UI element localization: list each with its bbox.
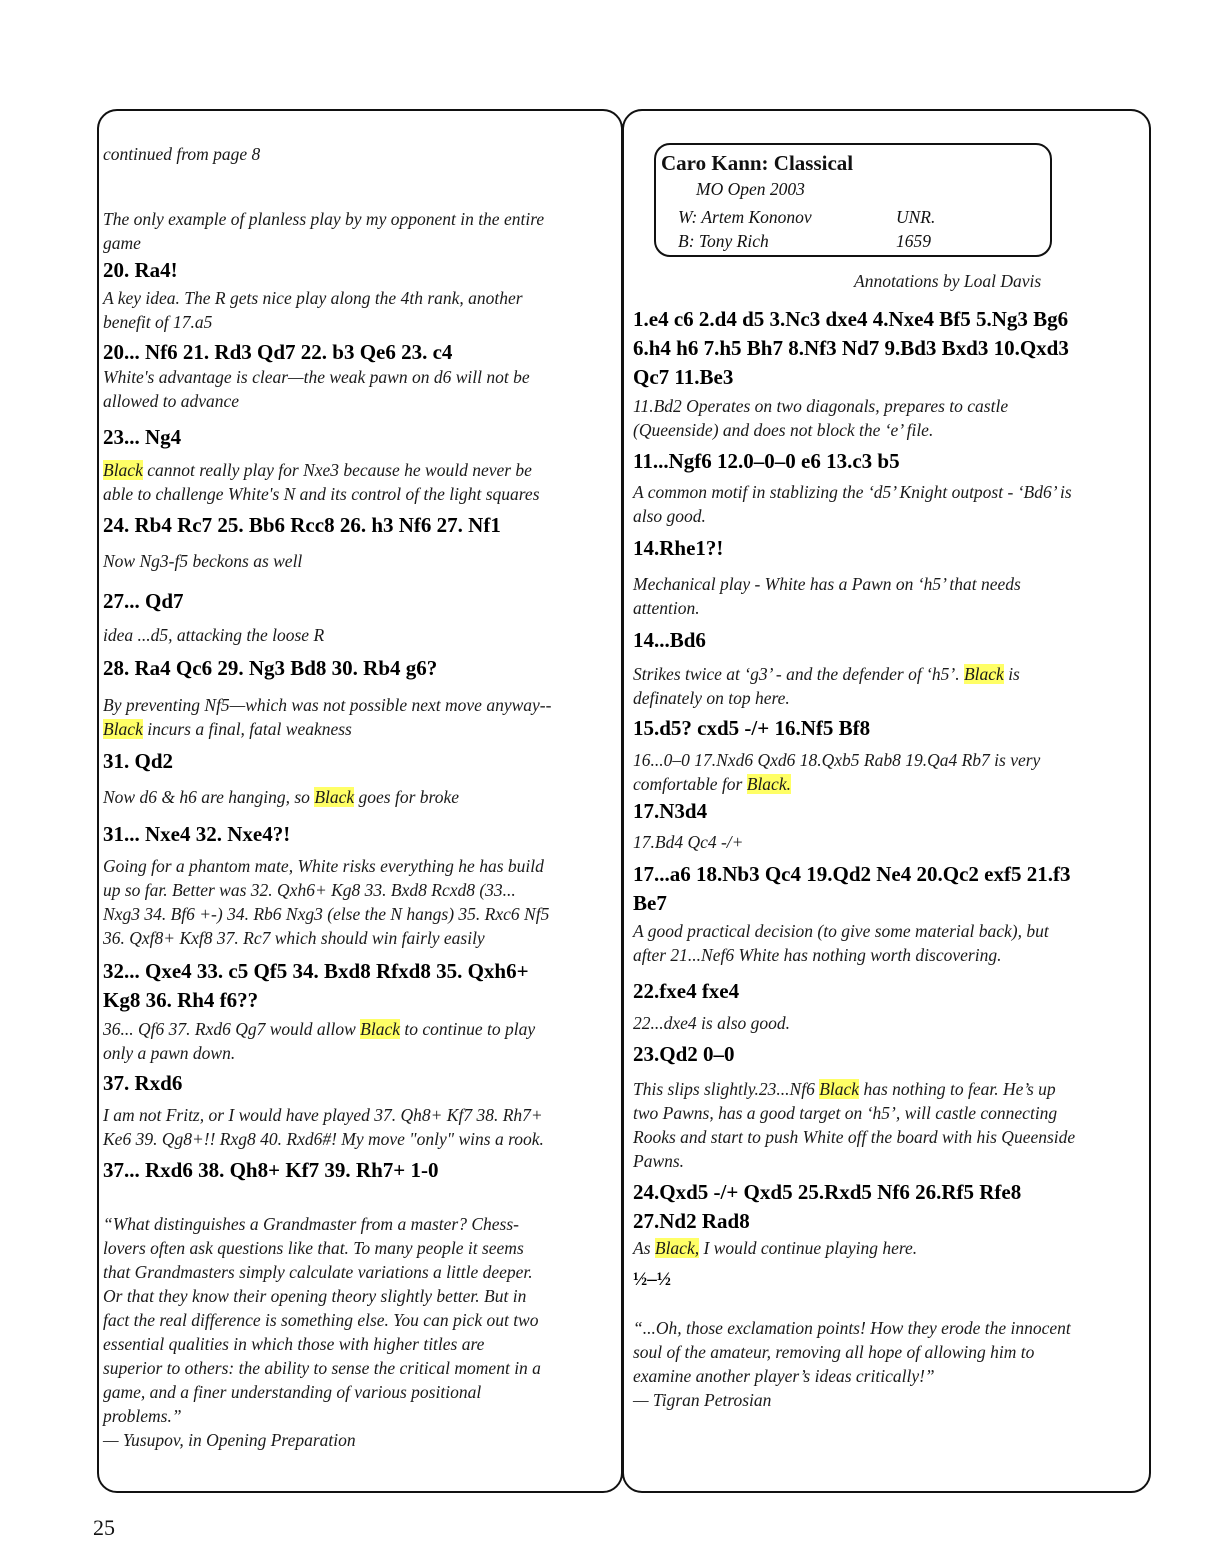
highlight-black: Black: [360, 1019, 400, 1039]
annotation-text: A key idea. The R gets nice play along the 4th rank, another: [103, 288, 523, 308]
highlight-black: Black,: [654, 1238, 700, 1258]
highlight-black: Black: [819, 1079, 860, 1099]
annotation-text: also good.: [633, 506, 706, 526]
annotation-text: definately on top here.: [633, 688, 790, 708]
quote-text: that Grandmasters simply calculate variations a little deeper.: [103, 1262, 533, 1282]
move-line: 37... Rxd6 38. Qh8+ Kf7 39. Rh7+ 1-0: [103, 1158, 439, 1182]
quote-text: game, and a finer understanding of various positional: [103, 1382, 482, 1402]
quote-text: soul of the amateur, removing all hope of allowing him to: [633, 1342, 1035, 1362]
highlight-black: Black: [314, 787, 355, 807]
highlight-black: Black: [103, 460, 143, 480]
annotation-text: 36... Qf6 37. Rxd6 Qg7 would allow Black to continue to play: [103, 1019, 536, 1039]
annotation-text: Going for a phantom mate, White risks everything he has build: [103, 856, 544, 876]
move-line: 17.N3d4: [633, 799, 708, 823]
move-line: Be7: [633, 891, 667, 915]
annotation-text: White's advantage is clear—the weak pawn on d6 will not be: [103, 367, 530, 387]
quote-text: essential qualities in which those with higher titles are: [103, 1334, 485, 1354]
move-line: 24.Qxd5 -/+ Qxd5 25.Rxd5 Nf6 26.Rf5 Rfe8: [633, 1180, 1022, 1204]
quote-text: “...Oh, those exclamation points! How they erode the innocent: [633, 1318, 1071, 1338]
move-line: Qc7 11.Be3: [633, 365, 734, 389]
continued-note: continued from page 8: [103, 144, 261, 164]
move-line: 20. Ra4!: [103, 258, 178, 282]
annotation-text: 17.Bd4 Qc4 -/+: [633, 832, 744, 852]
left-column: [97, 109, 623, 1493]
page-number: 25: [93, 1515, 115, 1540]
move-line: 24. Rb4 Rc7 25. Bb6 Rcc8 26. h3 Nf6 27. Nf1: [103, 513, 501, 537]
annotation-text: able to challenge White's N and its control of the light squares: [103, 484, 540, 504]
opening-title: Caro Kann: Classical: [661, 151, 854, 175]
quote-attribution: — Tigran Petrosian: [633, 1390, 772, 1410]
move-line: 27... Qd7: [103, 589, 184, 613]
quote-text: “What distinguishes a Grandmaster from a master? Chess-: [103, 1214, 519, 1234]
annotation-text: Now Ng3-f5 beckons as well: [103, 551, 303, 571]
annotation-text: By preventing Nf5—which was not possible next move anyway--: [103, 695, 552, 715]
move-line: 23.Qd2 0–0: [633, 1042, 735, 1066]
white-player: W: Artem Kononov: [678, 207, 812, 227]
move-line: 14...Bd6: [633, 628, 706, 652]
move-line: 31... Nxe4 32. Nxe4?!: [103, 822, 291, 846]
annotation-text: allowed to advance: [103, 391, 240, 411]
annotation-text: The only example of planless play by my opponent in the entire: [103, 209, 545, 229]
move-line: 15.d5? cxd5 -/+ 16.Nf5 Bf8: [633, 716, 871, 740]
annotation-text: This slips slightly.23...Nf6 Black has nothing to fear. He’s up: [633, 1079, 1056, 1099]
annotation-text: A good practical decision (to give some material back), but: [633, 921, 1049, 941]
annotation-text: (Queenside) and does not block the ‘e’ file.: [633, 420, 934, 440]
annotation-text: Rooks and start to push White off the board with his Queenside: [633, 1127, 1076, 1147]
move-line: 23... Ng4: [103, 425, 182, 449]
black-player: B: Tony Rich: [678, 231, 769, 251]
move-line: 6.h4 h6 7.h5 Bh7 8.Nf3 Nd7 9.Bd3 Bxd3 10.Qxd3: [633, 336, 1069, 360]
move-line: 14.Rhe1?!: [633, 536, 724, 560]
annotation-text: A common motif in stablizing the ‘d5’ Knight outpost - ‘Bd6’ is: [633, 482, 1072, 502]
highlight-black: Black.: [746, 774, 791, 794]
black-rating: 1659: [896, 231, 931, 251]
quote-text: fact the real difference is something else. You can pick out two: [103, 1310, 539, 1330]
annotation-text: I am not Fritz, or I would have played 37. Qh8+ Kf7 38. Rh7+: [103, 1105, 543, 1125]
annotation-text: game: [103, 233, 141, 253]
annotation-text: Ke6 39. Qg8+!! Rxg8 40. Rxd6#! My move "only" wins a rook.: [103, 1129, 544, 1149]
move-line: 32... Qxe4 33. c5 Qf5 34. Bxd8 Rfxd8 35. Qxh6+: [103, 959, 529, 983]
annotation-text: two Pawns, has a good target on ‘h5’, will castle connecting: [633, 1103, 1058, 1123]
quote-text: Or that they know their opening theory slightly better. But in: [103, 1286, 527, 1306]
annotation-text: Pawns.: [633, 1151, 685, 1171]
move-line: 20... Nf6 21. Rd3 Qd7 22. b3 Qe6 23. c4: [103, 340, 453, 364]
game-info-box: [654, 143, 1052, 257]
annotations-credit: Annotations by Loal Davis: [854, 271, 1042, 291]
move-line: 11...Ngf6 12.0–0–0 e6 13.c3 b5: [633, 449, 900, 473]
annotation-text: 16...0–0 17.Nxd6 Qxd6 18.Qxb5 Rab8 19.Qa4 Rb7 is very: [633, 750, 1041, 770]
annotation-text: Black incurs a final, fatal weakness: [103, 719, 352, 739]
game-result: ½–½: [633, 1269, 671, 1290]
move-line: 28. Ra4 Qc6 29. Ng3 Bd8 30. Rb4 g6?: [103, 656, 438, 680]
move-line: 22.fxe4 fxe4: [633, 979, 740, 1003]
annotation-text: Now d6 & h6 are hanging, so Black goes for broke: [103, 787, 459, 807]
annotation-text: Strikes twice at ‘g3’ - and the defender of ‘h5’. Black is: [633, 664, 1020, 684]
annotation-text: 11.Bd2 Operates on two diagonals, prepares to castle: [633, 396, 1009, 416]
annotation-text: comfortable for Black.: [633, 774, 791, 794]
annotation-text: As Black, I would continue playing here.: [633, 1238, 918, 1258]
move-line: 27.Nd2 Rad8: [633, 1209, 750, 1233]
annotation-text: after 21...Nef6 White has nothing worth discovering.: [633, 945, 1002, 965]
annotation-text: idea ...d5, attacking the loose R: [103, 625, 325, 645]
annotation-text: Black cannot really play for Nxe3 because he would never be: [103, 460, 532, 480]
annotation-text: 22...dxe4 is also good.: [633, 1013, 791, 1033]
annotation-text: only a pawn down.: [103, 1043, 236, 1063]
move-line: 31. Qd2: [103, 749, 174, 773]
white-rating: UNR.: [896, 207, 936, 227]
quote-text: problems.”: [103, 1406, 182, 1426]
event-name: MO Open 2003: [696, 179, 805, 199]
move-line: 17...a6 18.Nb3 Qc4 19.Qd2 Ne4 20.Qc2 exf5 21.f3: [633, 862, 1071, 886]
annotation-text: attention.: [633, 598, 700, 618]
highlight-black: Black: [963, 664, 1004, 684]
annotation-text: benefit of 17.a5: [103, 312, 213, 332]
quote-text: superior to others: the ability to sense the critical moment in a: [103, 1358, 541, 1378]
move-line: 1.e4 c6 2.d4 d5 3.Nc3 dxe4 4.Nxe4 Bf5 5.Ng3 Bg6: [633, 307, 1069, 331]
highlight-black: Black: [103, 719, 143, 739]
annotation-text: Nxg3 34. Bf6 +-) 34. Rb6 Nxg3 (else the N hangs) 35. Rxc6 Nf5: [103, 904, 550, 924]
move-line: 37. Rxd6: [103, 1071, 183, 1095]
annotation-text: up so far. Better was 32. Qxh6+ Kg8 33. Bxd8 Rcxd8 (33...: [103, 880, 516, 900]
annotation-text: Mechanical play - White has a Pawn on ‘h5’ that needs: [633, 574, 1021, 594]
quote-attribution: — Yusupov, in Opening Preparation: [103, 1430, 356, 1450]
right-column: [622, 109, 1151, 1493]
quote-text: examine another player’s ideas critically!”: [633, 1366, 935, 1386]
move-line: Kg8 36. Rh4 f6??: [103, 988, 259, 1012]
annotation-text: 36. Qxf8+ Kxf8 37. Rc7 which should win fairly easily: [103, 928, 485, 948]
quote-text: lovers often ask questions like that. To many people it seems: [103, 1238, 524, 1258]
